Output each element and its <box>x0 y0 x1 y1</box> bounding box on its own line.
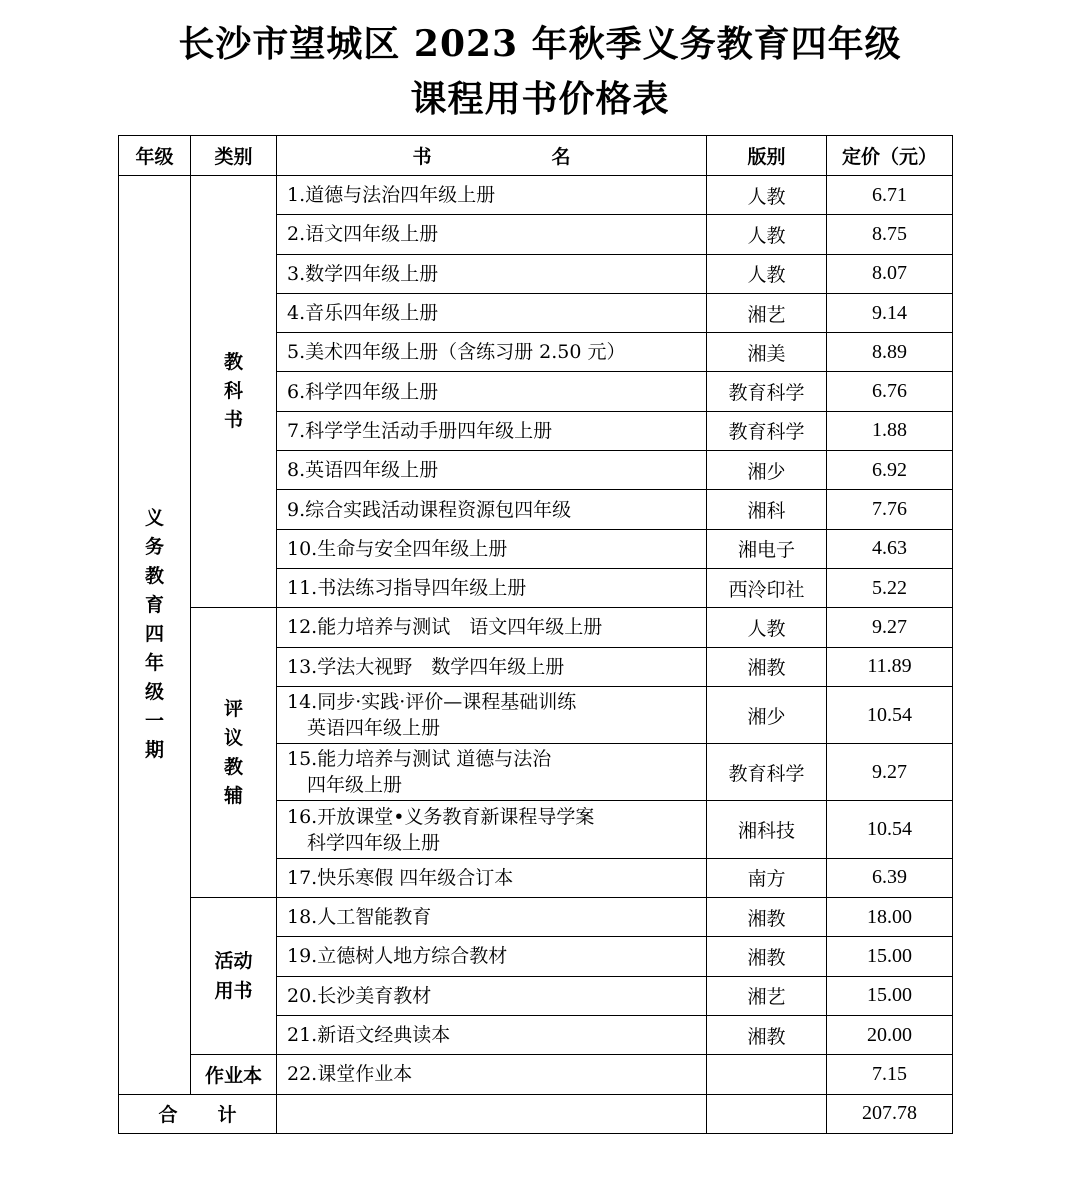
book-price: 9.27 <box>827 608 953 647</box>
header-grade: 年级 <box>119 136 191 176</box>
book-name-line-1: 16.开放课堂•义务教育新课程导学案 <box>287 805 595 828</box>
price-table <box>118 135 953 1134</box>
grade-char: 务 <box>144 536 164 559</box>
category-textbook <box>191 176 277 608</box>
category-line: 用书 <box>214 980 253 1003</box>
book-name: 1.道德与法治四年级上册 <box>277 176 707 215</box>
book-name: 3.数学四年级上册 <box>277 254 707 293</box>
header-price: 定价（元） <box>827 136 953 176</box>
total-row <box>119 1094 953 1133</box>
book-edition: 湘教 <box>707 937 827 976</box>
book-name-line-1: 14.同步·实践·评价—课程基础训练 <box>287 691 577 713</box>
book-price: 5.22 <box>827 568 953 607</box>
book-name: 9.综合实践活动课程资源包四年级 <box>277 490 707 529</box>
table-row <box>119 1055 953 1094</box>
header-book-name <box>277 136 707 176</box>
book-edition: 湘科技 <box>707 801 827 858</box>
page-title-line-1: 长沙市望城区 2023 年秋季义务教育四年级 <box>178 23 902 65</box>
book-price: 4.63 <box>827 529 953 568</box>
book-name: 6.科学四年级上册 <box>277 372 707 411</box>
table-header-row <box>119 136 953 176</box>
grade-char: 教 <box>144 565 164 588</box>
book-price: 6.76 <box>827 372 953 411</box>
category-char: 科 <box>223 380 243 403</box>
book-name: 13.学法大视野 数学四年级上册 <box>277 647 707 686</box>
book-price: 15.00 <box>827 976 953 1015</box>
header-edition: 版别 <box>707 136 827 176</box>
book-price: 6.71 <box>827 176 953 215</box>
grade-char: 四 <box>144 623 164 646</box>
book-name: 21.新语文经典读本 <box>277 1015 707 1054</box>
category-char: 议 <box>223 726 243 749</box>
book-price: 9.14 <box>827 293 953 332</box>
header-category: 类别 <box>191 136 277 176</box>
total-label <box>119 1094 277 1133</box>
book-edition: 人教 <box>707 254 827 293</box>
grade-char: 级 <box>144 681 164 704</box>
book-edition: 人教 <box>707 608 827 647</box>
grade-char: 期 <box>144 739 164 762</box>
book-name: 4.音乐四年级上册 <box>277 293 707 332</box>
book-name: 10.生命与安全四年级上册 <box>277 529 707 568</box>
book-edition <box>707 1055 827 1094</box>
book-edition: 湘教 <box>707 647 827 686</box>
total-empty-edition <box>707 1094 827 1133</box>
book-price: 6.39 <box>827 858 953 897</box>
category-char: 书 <box>223 409 243 432</box>
category-char: 评 <box>223 697 243 720</box>
book-edition: 教育科学 <box>707 744 827 801</box>
header-book-name-char-2: 名 <box>551 146 571 168</box>
book-price: 10.54 <box>827 801 953 858</box>
category-tutoring <box>191 608 277 898</box>
book-name-line-1: 15.能力培养与测试 道德与法治 <box>287 748 552 771</box>
table-row <box>119 608 953 647</box>
total-label-char-1: 合 <box>158 1104 178 1127</box>
book-name: 8.英语四年级上册 <box>277 451 707 490</box>
header-book-name-char-1: 书 <box>412 146 432 168</box>
book-price: 10.54 <box>827 686 953 743</box>
book-edition: 人教 <box>707 176 827 215</box>
book-name: 5.美术四年级上册（含练习册 2.50 元） <box>277 333 707 372</box>
book-name <box>277 686 707 743</box>
grade-char: 义 <box>144 507 164 530</box>
book-name-line-2: 四年级上册 <box>307 774 403 797</box>
category-line: 活动 <box>214 950 253 973</box>
book-edition: 教育科学 <box>707 372 827 411</box>
book-edition: 人教 <box>707 215 827 254</box>
book-name: 2.语文四年级上册 <box>277 215 707 254</box>
book-name: 19.立德树人地方综合教材 <box>277 937 707 976</box>
book-name-line-2: 科学四年级上册 <box>307 831 441 854</box>
book-edition: 湘教 <box>707 898 827 937</box>
book-edition: 湘少 <box>707 451 827 490</box>
book-price: 8.89 <box>827 333 953 372</box>
category-homework: 作业本 <box>191 1055 277 1094</box>
table-row <box>119 898 953 937</box>
book-price: 7.76 <box>827 490 953 529</box>
total-empty-name <box>277 1094 707 1133</box>
grade-char: 年 <box>144 652 164 675</box>
book-edition: 湘电子 <box>707 529 827 568</box>
book-price: 8.07 <box>827 254 953 293</box>
grade-char: 一 <box>144 710 164 733</box>
book-price: 6.92 <box>827 451 953 490</box>
book-price: 9.27 <box>827 744 953 801</box>
book-name <box>277 801 707 858</box>
total-value: 207.78 <box>827 1094 953 1133</box>
table-row <box>119 176 953 215</box>
book-name: 7.科学学生活动手册四年级上册 <box>277 411 707 450</box>
category-char: 辅 <box>223 784 243 807</box>
book-price: 15.00 <box>827 937 953 976</box>
grade-cell <box>119 176 191 1095</box>
book-edition: 湘美 <box>707 333 827 372</box>
book-price: 1.88 <box>827 411 953 450</box>
book-edition: 教育科学 <box>707 411 827 450</box>
grade-char: 育 <box>144 594 164 617</box>
category-char: 教 <box>223 755 243 778</box>
book-edition: 湘艺 <box>707 976 827 1015</box>
total-label-char-2: 计 <box>217 1104 237 1127</box>
book-edition: 湘艺 <box>707 293 827 332</box>
book-edition: 湘教 <box>707 1015 827 1054</box>
book-name <box>277 744 707 801</box>
book-name: 22.课堂作业本 <box>277 1055 707 1094</box>
book-price: 18.00 <box>827 898 953 937</box>
page-title-line-2: 课程用书价格表 <box>410 78 670 120</box>
book-name-line-2: 英语四年级上册 <box>307 717 441 739</box>
book-edition: 南方 <box>707 858 827 897</box>
book-name: 17.快乐寒假 四年级合订本 <box>277 858 707 897</box>
book-name: 20.长沙美育教材 <box>277 976 707 1015</box>
category-activity <box>191 898 277 1055</box>
book-edition: 湘少 <box>707 686 827 743</box>
book-price: 8.75 <box>827 215 953 254</box>
book-name: 11.书法练习指导四年级上册 <box>277 568 707 607</box>
book-name: 18.人工智能教育 <box>277 898 707 937</box>
book-price: 11.89 <box>827 647 953 686</box>
book-edition: 西泠印社 <box>707 568 827 607</box>
book-name: 12.能力培养与测试 语文四年级上册 <box>277 608 707 647</box>
category-char: 教 <box>223 351 243 374</box>
book-edition: 湘科 <box>707 490 827 529</box>
book-price: 20.00 <box>827 1015 953 1054</box>
book-price: 7.15 <box>827 1055 953 1094</box>
